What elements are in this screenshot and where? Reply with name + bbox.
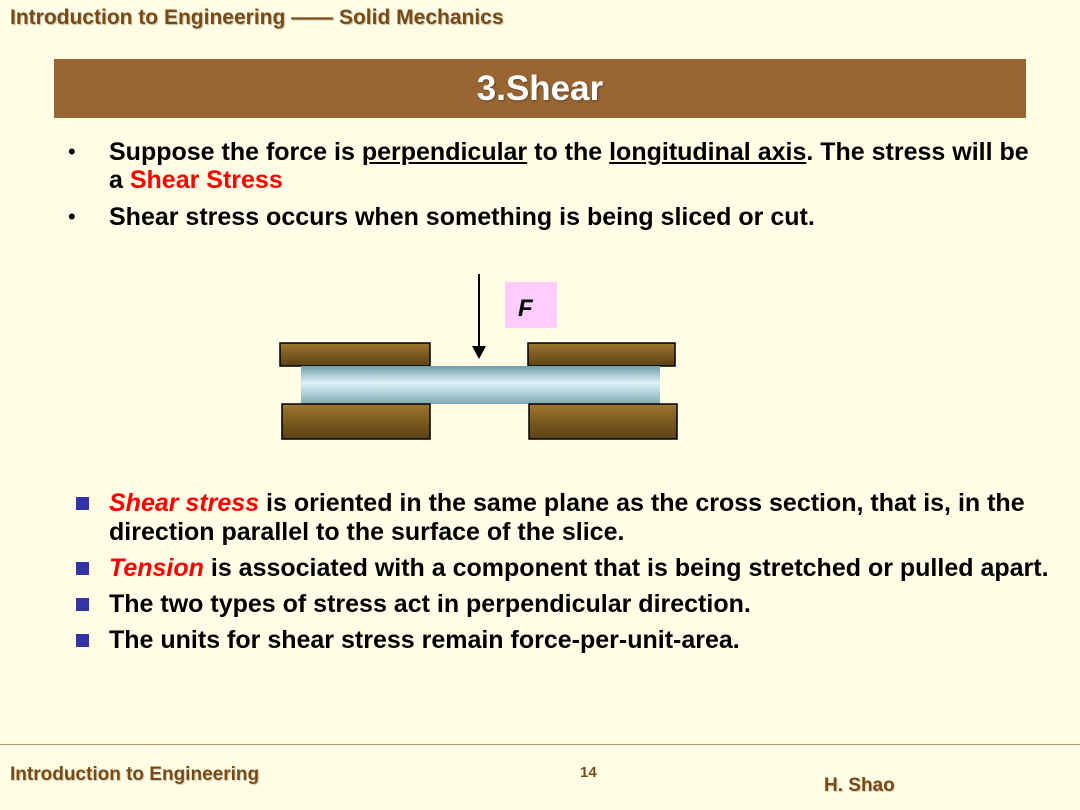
bullet-dot-icon: • — [68, 139, 76, 164]
square-bullet-icon — [76, 634, 89, 647]
bullet-text: is associated with a component that is being stretched or pulled apart. — [203, 554, 1049, 582]
top-bullet-list — [68, 138, 1043, 240]
list-item — [92, 626, 1052, 655]
square-bullet-icon — [76, 562, 89, 575]
force-label: F — [518, 295, 533, 322]
bullet-dot-icon: • — [68, 204, 76, 229]
list-item — [68, 138, 1043, 194]
bullet-text: The units for shear stress remain force-per-unit-area. — [109, 626, 740, 654]
footer-author: H. Shao — [824, 775, 895, 796]
header-title: Introduction to Engineering —— Solid Mechanics — [10, 6, 504, 29]
bullet-text: Suppose the force is — [109, 138, 362, 166]
highlight-shear-stress: Shear Stress — [129, 166, 283, 194]
list-item — [92, 590, 1052, 619]
footer-course-title: Introduction to Engineering — [10, 764, 260, 785]
list-item — [92, 489, 1052, 547]
square-bullet-icon — [76, 497, 89, 510]
right-upper-plate — [528, 343, 675, 366]
highlight-term: Tension — [109, 554, 204, 582]
force-arrow-icon — [472, 346, 486, 359]
highlight-term: Shear stress — [109, 489, 260, 517]
slide-title: 3.Shear — [476, 68, 604, 108]
list-item — [92, 554, 1052, 583]
bullet-text: Shear stress occurs when something is being sliced or cut. — [109, 203, 815, 231]
page-number: 14 — [580, 764, 597, 781]
underlined-term-perpendicular: perpendicular — [361, 138, 528, 166]
left-upper-plate — [280, 343, 430, 366]
square-bullet-icon — [76, 598, 89, 611]
rod — [301, 366, 660, 404]
bullet-text: The two types of stress act in perpendicular direction. — [109, 590, 751, 618]
right-lower-plate — [529, 404, 677, 439]
slide-title-bar — [54, 59, 1026, 118]
bullet-text: to the — [527, 138, 610, 166]
bullet-text: is oriented in the same plane as the cross section, that is, in the direction parallel to the surface of the slice. — [109, 489, 1025, 546]
bottom-bullet-list — [92, 489, 1052, 662]
shear-diagram — [270, 268, 690, 448]
left-lower-plate — [282, 404, 430, 439]
underlined-term-longitudinal-axis: longitudinal axis — [609, 138, 807, 166]
list-item — [68, 203, 1043, 231]
footer-divider — [0, 744, 1080, 745]
bullet-text: . The stress will be a — [109, 138, 1029, 194]
